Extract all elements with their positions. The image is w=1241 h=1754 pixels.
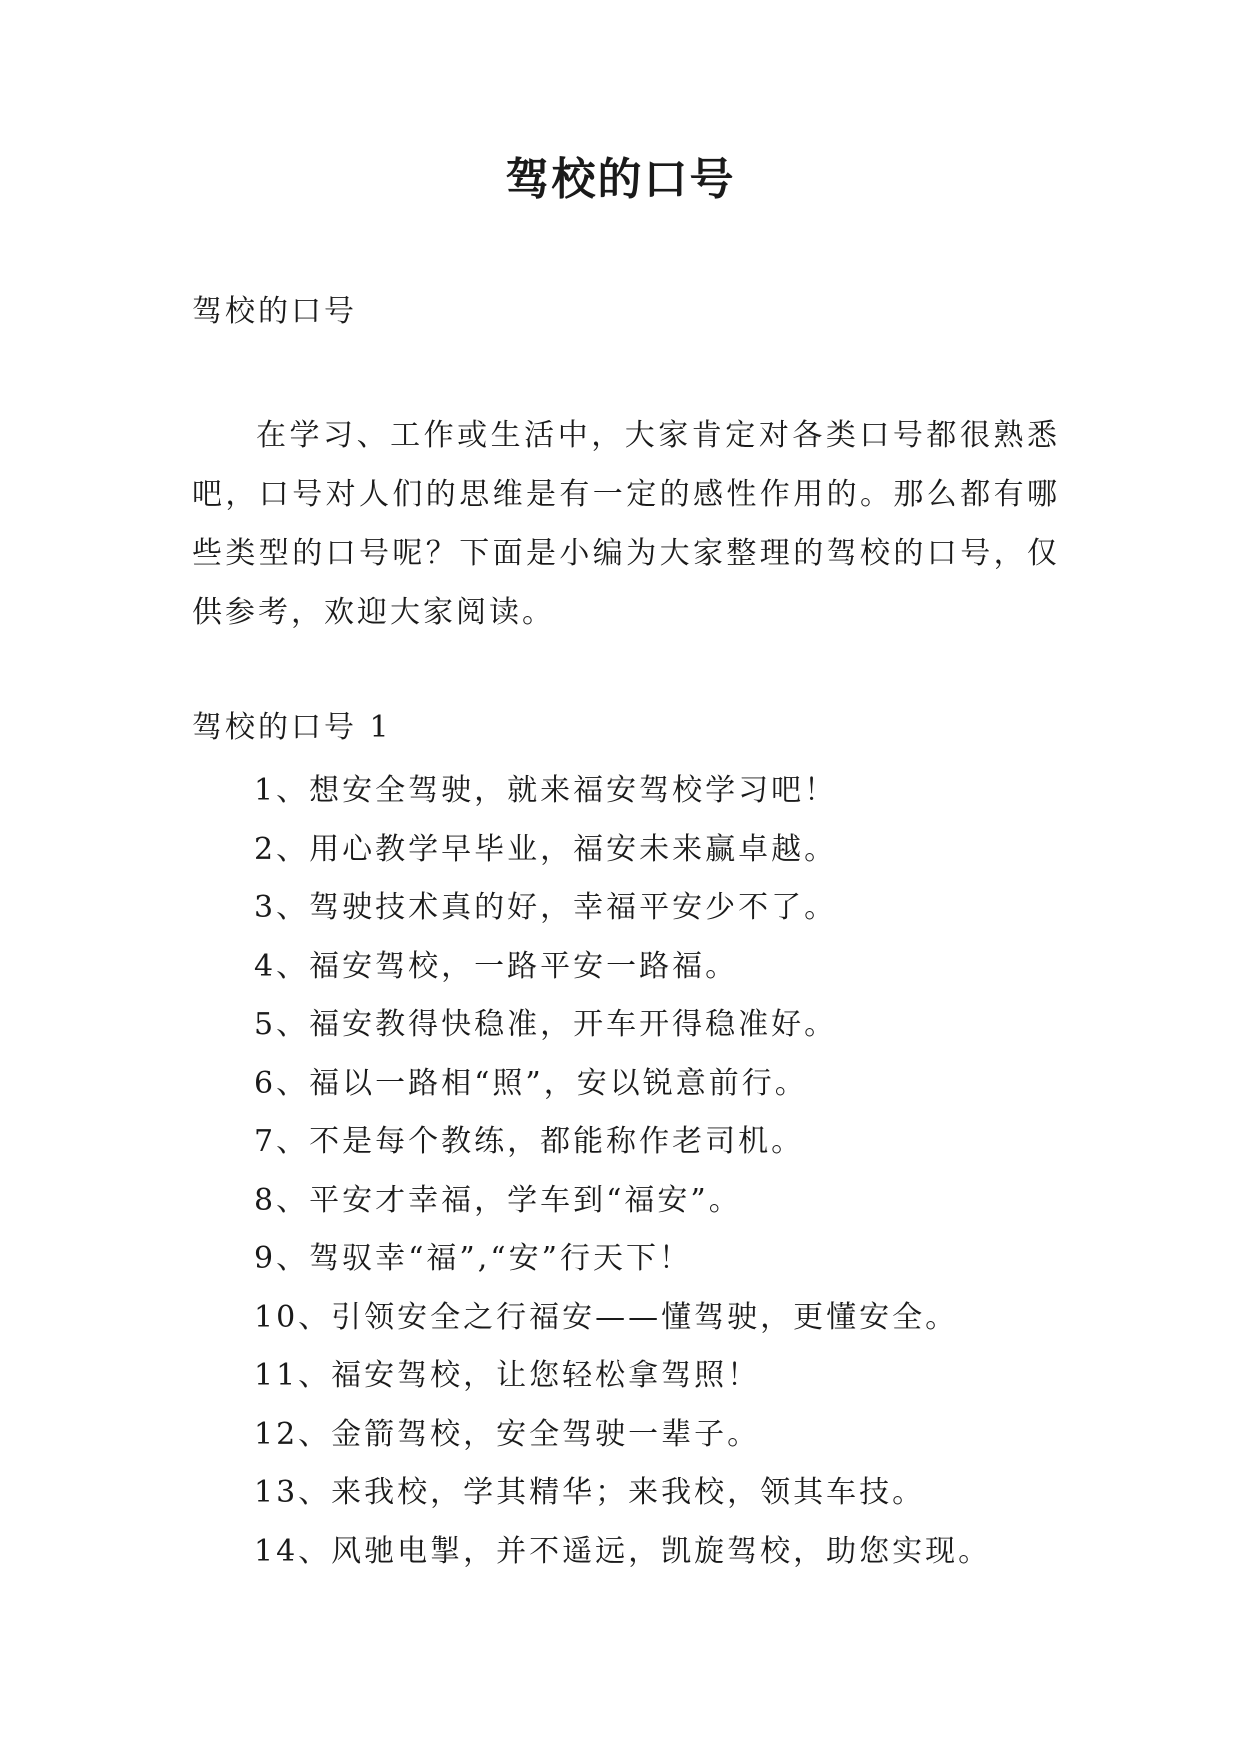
list-item: 4、福安驾校，一路平安一路福。 bbox=[254, 948, 739, 984]
list-item: 12、金箭驾校，安全驾驶一辈子。 bbox=[254, 1416, 761, 1452]
list-item: 7、不是每个教练，都能称作老司机。 bbox=[254, 1124, 805, 1159]
intro-paragraph: 在学习、工作或生活中，大家肯定对各类口号都很熟悉吧，口号对人们的思维是有一定的感性作用的。那么都有哪些类型的口号呢？下面是小编为大家整理的驾校的口号，仅供参考，欢迎大家阅读。 bbox=[192, 418, 1060, 630]
list-item: 6、福以一路相“照”，安以锐意前行。 bbox=[254, 1065, 808, 1101]
list-item: 13、来我校，学其精华；来我校，领其车技。 bbox=[254, 1475, 926, 1510]
slogan-list bbox=[254, 762, 991, 1581]
list-item: 3、驾驶技术真的好，幸福平安少不了。 bbox=[254, 890, 838, 925]
section-heading: 驾校的口号 1 bbox=[192, 710, 392, 745]
list-item: 5、福安教得快稳准，开车开得稳准好。 bbox=[254, 1007, 838, 1042]
list-item: 2、用心教学早毕业，福安未来赢卓越。 bbox=[254, 831, 838, 867]
document-subtitle: 驾校的口号 bbox=[192, 294, 357, 329]
document-title: 驾校的口号 bbox=[505, 154, 736, 205]
list-item: 8、平安才幸福，学车到“福安”。 bbox=[254, 1182, 742, 1218]
list-item: 14、风驰电掣，并不遥远，凯旋驾校，助您实现。 bbox=[254, 1533, 992, 1569]
list-item: 11、福安驾校，让您轻松拿驾照！ bbox=[254, 1358, 761, 1393]
list-item: 9、驾驭幸“福”,“安”行天下！ bbox=[254, 1241, 692, 1276]
list-item: 10、引领安全之行福安——懂驾驶，更懂安全。 bbox=[254, 1299, 959, 1335]
list-item: 1、想安全驾驶，就来福安驾校学习吧！ bbox=[254, 773, 838, 808]
